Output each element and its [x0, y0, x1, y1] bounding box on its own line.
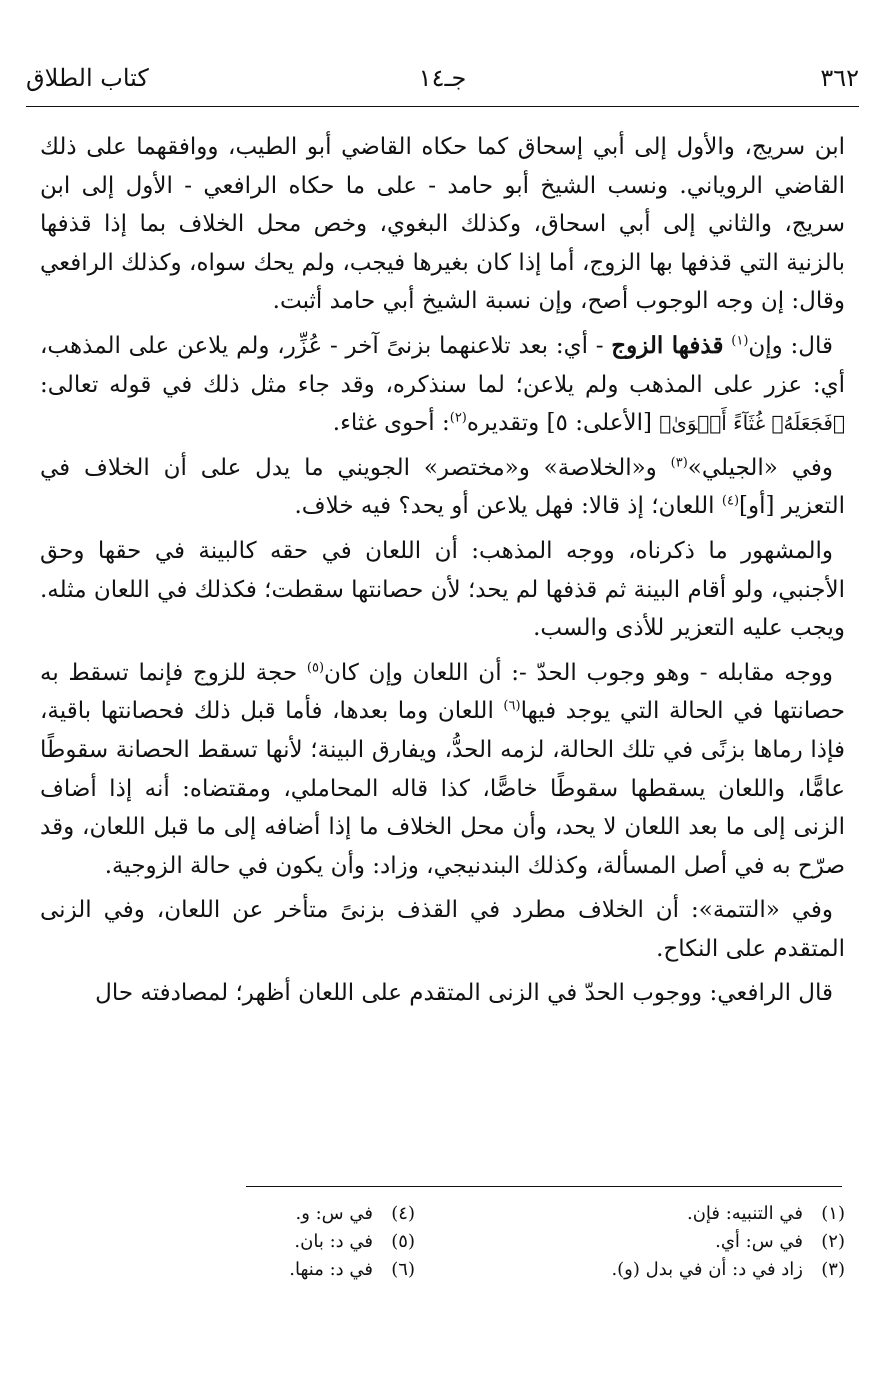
paragraph-p4: [40, 532, 845, 648]
footnote-marker: (٤): [721, 493, 740, 509]
text-run: وفي «الجيلي»: [687, 454, 833, 481]
paragraph-p6: [40, 891, 845, 968]
footnotes-right-column: [465, 1200, 845, 1284]
main-text: [40, 128, 845, 1019]
footnote-marker: (٦): [503, 698, 521, 714]
text-run: قال الرافعي: ووجوب الحدّ في الزنى المتقدم على اللعان أظهر؛ لمصادفته حال: [95, 980, 833, 1007]
paragraph-p2: [40, 327, 845, 443]
text-run: و«الخلاصة» و«مختصر» الجويني ما يدل على أن الخلاف في التعزير [أو]: [40, 454, 845, 520]
text-run: والمشهور ما ذكرناه، ووجه المذهب: أن اللعان في حقه كالبينة في حقها وحق الأجنبي، ولو أقام البينة ثم قذفها لم يحد؛ لأن حصانتها سقطت؛ فكذلك في اللعان مثله. ويجب عليه التعزير للأذى والسب.: [40, 537, 845, 642]
footnote-text: في د: منها.: [289, 1259, 373, 1280]
text-run: وفي «التتمة»: أن الخلاف مطرد في القذف بزنىً متأخر عن اللعان، وفي الزنى المتقدم على النكاح.: [40, 897, 845, 962]
footnote-marker: (٥): [306, 660, 325, 676]
footnote-text: في د: بان.: [294, 1231, 373, 1252]
page-header: [26, 58, 859, 98]
footnote-item: [465, 1256, 845, 1284]
text-run: - أي: بعد تلاعنهما بزنىً آخر - عُزِّر، ولم يلاعن على المذهب، أي: عزر على المذهب ولم يلاعن؛ لما سنذكره، وقد جاء مثل ذلك في قوله تعالى:: [40, 332, 845, 398]
paragraph-p5: [40, 654, 845, 886]
quran-quote: ﴿فَجَعَلَهُۥ غُثَآءً أَحۡوَىٰ﴾: [659, 411, 845, 436]
paragraph-p7: [40, 974, 845, 1013]
footnote-marker: (٢): [449, 410, 467, 426]
text-run: قال: وإن: [748, 332, 834, 359]
footnote-number: (٢): [821, 1231, 845, 1252]
footnote-number: (٦): [391, 1259, 415, 1280]
text-run: [الأعلى: ٥] وتقديره: [466, 410, 660, 437]
footnote-divider: [246, 1186, 842, 1187]
text-run: : أحوى غثاء.: [332, 410, 450, 437]
footnote-text: زاد في د: أن في بدل (و).: [611, 1259, 803, 1280]
footnote-item: [35, 1200, 415, 1228]
text-run: اللعان؛ إذ قالا: فهل يلاعن أو يحد؟ فيه خلاف.: [294, 493, 722, 520]
bold-term: قذفها الزوج: [611, 331, 724, 359]
footnote-number: (٣): [821, 1259, 845, 1280]
volume-label: جـ١٤: [418, 64, 467, 92]
footnotes-left-column: [35, 1200, 415, 1284]
text-run: حجة للزوج فإنما تسقط به حصانتها في الحالة التي يوجد فيها: [40, 659, 845, 725]
text-run: اللعان وما بعدها، فأما قبل ذلك فحصانتها باقية، فإذا رماها بزنًى في تلك الحالة، لزمه الحدُّ، ويفارق البينة؛ لأنها تسقط الحصانة سقوطًا عامًّا، واللعان يسقطها سقوطًا خاصًّا، كذا قاله المحاملي، ومقتضاه: أنه إذا أضاف الزنى إلى ما بعد اللعان لا يحد، وأن محل الخلاف ما إذا أضافه إلى ما قبل اللعان، وقد صرّح به في أصل المسألة، وكذلك البندنيجي، وزاد: وأن يكون في حالة الزوجية.: [40, 698, 845, 879]
footnote-item: [35, 1256, 415, 1284]
page-number: ٣٦٢: [820, 64, 859, 92]
footnote-text: في س: أي.: [715, 1231, 803, 1252]
header-divider: [26, 106, 859, 107]
paragraph-p1: [40, 128, 845, 321]
footnote-text: في س: و.: [295, 1203, 373, 1224]
footnote-text: في التنبيه: فإن.: [686, 1203, 803, 1224]
footnote-item: [465, 1228, 845, 1256]
text-run: ووجه مقابله - وهو وجوب الحدّ -: أن اللعان وإن كان: [324, 659, 833, 686]
footnote-marker: (١): [731, 333, 749, 349]
footnote-number: (١): [821, 1203, 845, 1224]
footnote-item: [465, 1200, 845, 1228]
footnote-marker: (٣): [670, 455, 688, 471]
footnote-number: (٥): [391, 1231, 415, 1252]
footnote-number: (٤): [391, 1203, 415, 1224]
text-run: ابن سريج، والأول إلى أبي إسحاق كما حكاه القاضي أبو الطيب، ووافقهما على ذلك القاضي الروياني. ونسب الشيخ أبو حامد - على ما حكاه الرافعي - الأول إلى ابن سريج، والثاني إلى أبي اسحاق، وكذلك البغوي، وخص محل الخلاف بما إذا قذفها بالزنية التي قذفها بها الزوج، أما إذا كان بغيرها فيجب، ولم يحك سواه، وكذلك الرافعي وقال: إن وجه الوجوب أصح، وإن نسبة الشيخ أبي حامد أثبت.: [40, 134, 845, 315]
footnote-item: [35, 1228, 415, 1256]
paragraph-p3: [40, 449, 845, 526]
book-title: كتاب الطلاق: [26, 64, 149, 92]
